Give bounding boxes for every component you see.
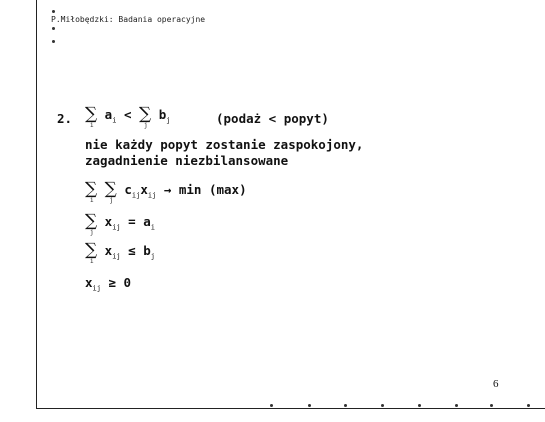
bottom-dot	[381, 404, 384, 407]
sum-sign: ∑ j	[139, 104, 152, 129]
bottom-dot	[490, 404, 493, 407]
constraint-row-sum: ∑ j $x_{ij} = a_i$	[85, 211, 155, 236]
page-number: 6	[493, 378, 499, 390]
bottom-dot	[418, 404, 421, 407]
bottom-dot	[527, 404, 530, 407]
bullet-dot	[52, 10, 55, 13]
condition-note: (podaż < popyt)	[216, 111, 329, 126]
bottom-dot	[270, 404, 273, 407]
bullet-dot	[52, 27, 55, 30]
description-line: zagadnienie niezbilansowane	[85, 153, 289, 168]
bottom-dot	[455, 404, 458, 407]
nonnegativity-constraint: $x_{ij} \ge 0$	[85, 275, 132, 293]
description-line: nie każdy popyt zostanie zaspokojony,	[85, 137, 364, 152]
bullet-dot	[52, 40, 55, 43]
objective-function: ∑ i ∑ j $c_{ij}x_{ij} \to \min (\max)$	[85, 179, 247, 204]
sum-sign: ∑ i	[85, 104, 98, 129]
condition-formula: ∑ i $a_i$ < ∑ j $b_j$	[85, 104, 171, 129]
bottom-dot	[308, 404, 311, 407]
slide-frame	[36, 0, 545, 409]
header-title: P.Miłobędzki: Badania operacyjne	[51, 15, 206, 24]
constraint-column-sum: ∑ i $x_{ij} \le b_j$	[85, 240, 155, 265]
item-number: 2.	[57, 111, 73, 126]
bottom-dot	[344, 404, 347, 407]
